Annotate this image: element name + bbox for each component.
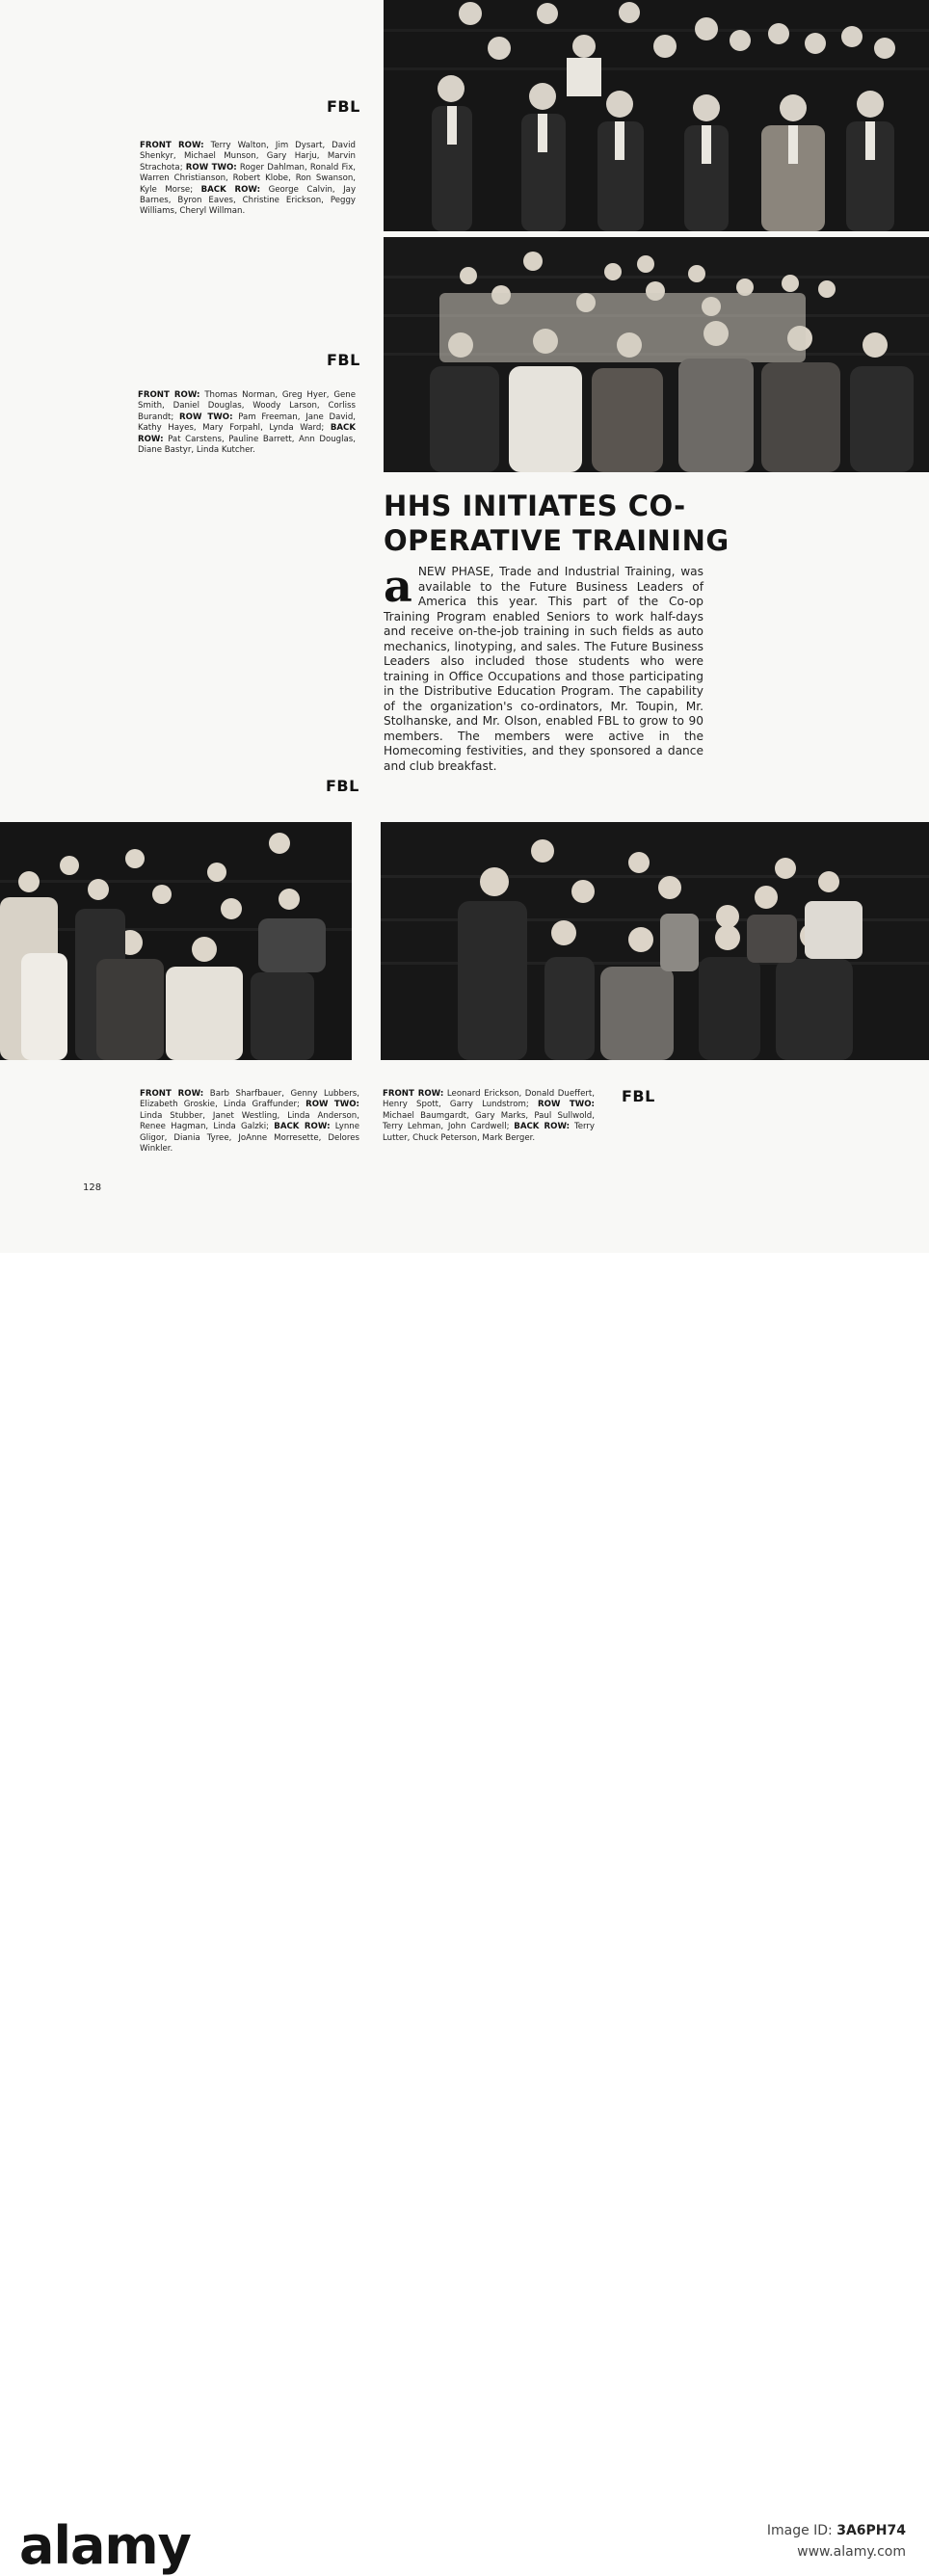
image-id-value: 3A6PH74	[836, 2523, 906, 2538]
row-two-label: ROW TWO:	[179, 412, 233, 422]
front-row-label: FRONT ROW:	[140, 141, 204, 150]
back-row-label: BACK ROW:	[200, 184, 261, 195]
group-4-caption	[383, 1089, 595, 1144]
front-row-names: Terry Walton, Jim Dysart, David Shenkyr, Michael Munson, Gary Harju, Marvin Strachota;	[140, 141, 356, 173]
row-two-label: ROW TWO:	[305, 1100, 359, 1110]
row-two-label: ROW TWO:	[538, 1100, 595, 1110]
group-4-label: FBL	[622, 1087, 655, 1105]
front-row-names: Barb Sharfbauer, Genny Lubbers, Elizabeth Groskie, Linda Graffunder;	[140, 1089, 359, 1110]
page-number: 128	[83, 1182, 102, 1193]
stock-footer	[0, 1253, 929, 2576]
image-id-block	[767, 2520, 906, 2563]
image-url: www.alamy.com	[797, 2544, 906, 2560]
group-photo-1	[384, 0, 929, 231]
yearbook-page	[0, 0, 929, 1253]
group-3-label: FBL	[326, 777, 359, 795]
group-photo-3	[0, 822, 352, 1060]
alamy-logo: alamy	[19, 2515, 191, 2576]
group-photo-2	[384, 237, 929, 472]
back-row-names: George Calvin, Jay Barnes, Byron Eaves, Christine Erickson, Peggy Williams, Cheryl Willman.	[140, 184, 357, 217]
group-1-caption	[140, 141, 356, 218]
image-id-label: Image ID:	[766, 2523, 833, 2538]
row-two-names: Roger Dahlman, Ronald Fix, Warren Christianson, Robert Klobe, Ron Swanson, Kyle Morse;	[140, 162, 357, 195]
group-1-label: FBL	[327, 97, 360, 116]
front-row-names: Thomas Norman, Greg Hyer, Gene Smith, Daniel Douglas, Woody Larson, Corliss Burandt;	[138, 390, 357, 422]
front-row-names: Leonard Erickson, Donald Dueffert, Henry Spott, Garry Lundstrom;	[383, 1089, 595, 1110]
front-row-label: FRONT ROW:	[140, 1089, 204, 1099]
article-body	[384, 560, 703, 774]
front-row-label: FRONT ROW:	[138, 390, 200, 400]
back-row-names: Terry Lutter, Chuck Peterson, Mark Berger.	[383, 1122, 596, 1143]
back-row-label: BACK ROW:	[514, 1122, 571, 1132]
article-headline	[384, 489, 730, 558]
back-row-names: Lynne Gligor, Diania Tyree, JoAnne Morresette, Delores Winkler.	[140, 1122, 360, 1155]
back-row-label: BACK ROW:	[138, 423, 356, 444]
drop-cap: a	[384, 560, 412, 612]
group-2-caption	[138, 390, 356, 456]
article-text: NEW PHASE, Trade and Industrial Training, was available to the Future Business Leaders of America this year. This part of the Co-op Training Program enabled Seniors to work half-days and receive on-the-job training in such fields as auto mechanics, linotyping, and sales. The Future Business Leaders also included those students who were training in Office Occupations and those participating in the Distributive Education Program. The capability of the organization's co-ordinators, Mr. Toupin, Mr. Stolhanske, and Mr. Olson, enabled FBL to grow to 90 members. The members were active in the Homecoming festivities, and they sponsored a dance and club breakfast.	[384, 565, 703, 773]
group-2-label: FBL	[327, 351, 360, 369]
headline-line-1: HHS INITIATES CO-	[384, 490, 686, 522]
back-row-names: Pat Carstens, Pauline Barrett, Ann Douglas, Diane Bastyr, Linda Kutcher.	[138, 434, 356, 456]
back-row-label: BACK ROW:	[274, 1122, 331, 1132]
group-3-caption	[140, 1089, 359, 1155]
row-two-names: Michael Baumgardt, Gary Marks, Paul Sullwold, Terry Lehman, John Cardwell;	[383, 1110, 595, 1132]
row-two-names: Linda Stubber, Janet Westling, Linda Anderson, Renee Hagman, Linda Galzki;	[140, 1110, 359, 1132]
headline-line-2: OPERATIVE TRAINING	[384, 524, 730, 557]
front-row-label: FRONT ROW:	[383, 1089, 444, 1099]
row-two-label: ROW TWO:	[185, 162, 237, 173]
group-photo-4	[381, 822, 929, 1060]
row-two-names: Pam Freeman, Jane David, Kathy Hayes, Mary Forpahl, Lynda Ward;	[138, 412, 357, 434]
